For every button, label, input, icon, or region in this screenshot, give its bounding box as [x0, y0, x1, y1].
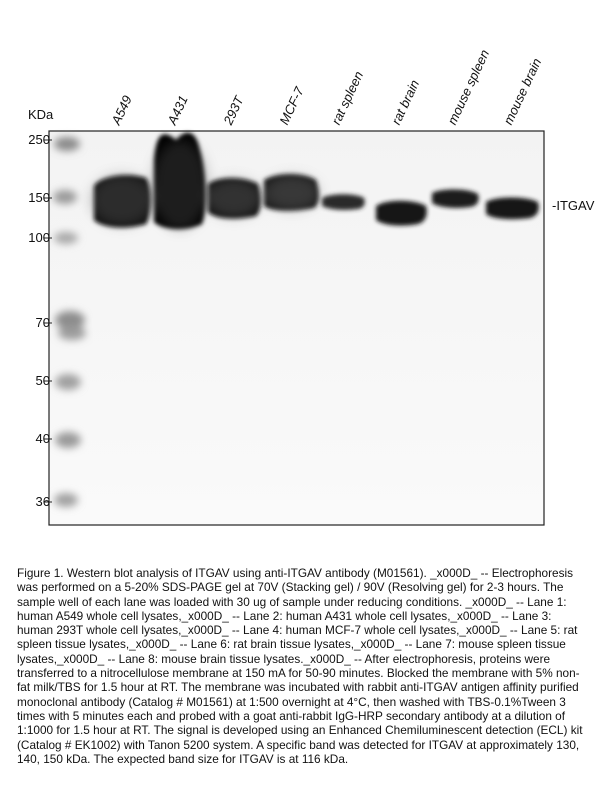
lane-label-rat-spleen: rat spleen: [328, 68, 367, 127]
lane-label-a431: A431: [164, 93, 191, 127]
lane-label-a549: A549: [108, 93, 135, 127]
marker-150: 150: [28, 190, 50, 205]
marker-50: 50: [35, 373, 50, 388]
lane-label-mcf7: MCF-7: [276, 84, 307, 127]
lane-label-293t: 293T: [220, 93, 247, 127]
figure-caption: Figure 1. Western blot analysis of ITGAV using anti-ITGAV antibody (M01561). _x000D_ -- Electrophoresis was performed on a 5-20% SDS-PAGE gel at 70V (Stacking gel) / 90V (Resolving gel) for 2-3 hours. The sample well of each lane was loaded with 30 ug of sample under reducing conditions. _x000D_ -- Lane 1: human A549 whole cell lysates,_x000D_ -- Lane 2: human A431 whole cell lysates,_x000D_ -- Lane 3: human 293T whole cell lysates,_x000D_ -- Lane 4: human MCF-7 whole cell lysates,_x000D_ -- Lane 5: rat spleen tissue lysates,_x000D_ -- Lane 6: rat brain tissue lysates,_x000D_ -- Lane 7: mouse spleen tissue lysates,_x000D_ -- Lane 8: mouse brain tissue lysates._x000D_ -- After electrophoresis, proteins were transferred to a nitrocellulose membrane at 150 mA for 50-90 minutes. Blocked the membrane with 5% non-fat milk/TBS for 1.5 hour at RT. The membrane was incubated with rabbit anti-ITGAV antigen affinity purified monoclonal antibody (Catalog # M01561) at 1:500 overnight at 4°C, then washed with TBS-0.1%Tween 3 times with 5 minutes each and probed with a goat anti-rabbit IgG-HRP secondary antibody at a dilution of 1:1000 for 1.5 hour at RT. The signal is developed using an Enhanced Chemiluminescent detection (ECL) kit (Catalog # EK1002) with Tanon 5200 system. A specific band was detected for ITGAV at approximately 130, 140, 150 kDa. The expected band size for ITGAV is at 116 kDa.: [17, 566, 583, 766]
marker-250: 250: [28, 132, 50, 147]
target-protein-label: -ITGAV: [552, 198, 595, 213]
kda-unit-label: KDa: [28, 107, 54, 122]
band-mouse-spleen: [432, 189, 479, 208]
lane-label-mouse-spleen: mouse spleen: [444, 47, 493, 127]
marker-70: 70: [35, 315, 50, 330]
marker-36: 36: [35, 494, 50, 509]
band-mouse-brain: [486, 198, 539, 220]
band-rat-spleen: [322, 194, 365, 210]
marker-40: 40: [35, 431, 50, 446]
band-rat-brain: [376, 201, 427, 226]
lane-label-mouse-brain: mouse brain: [500, 55, 545, 127]
marker-100: 100: [28, 230, 50, 245]
lane-label-rat-brain: rat brain: [388, 77, 423, 127]
